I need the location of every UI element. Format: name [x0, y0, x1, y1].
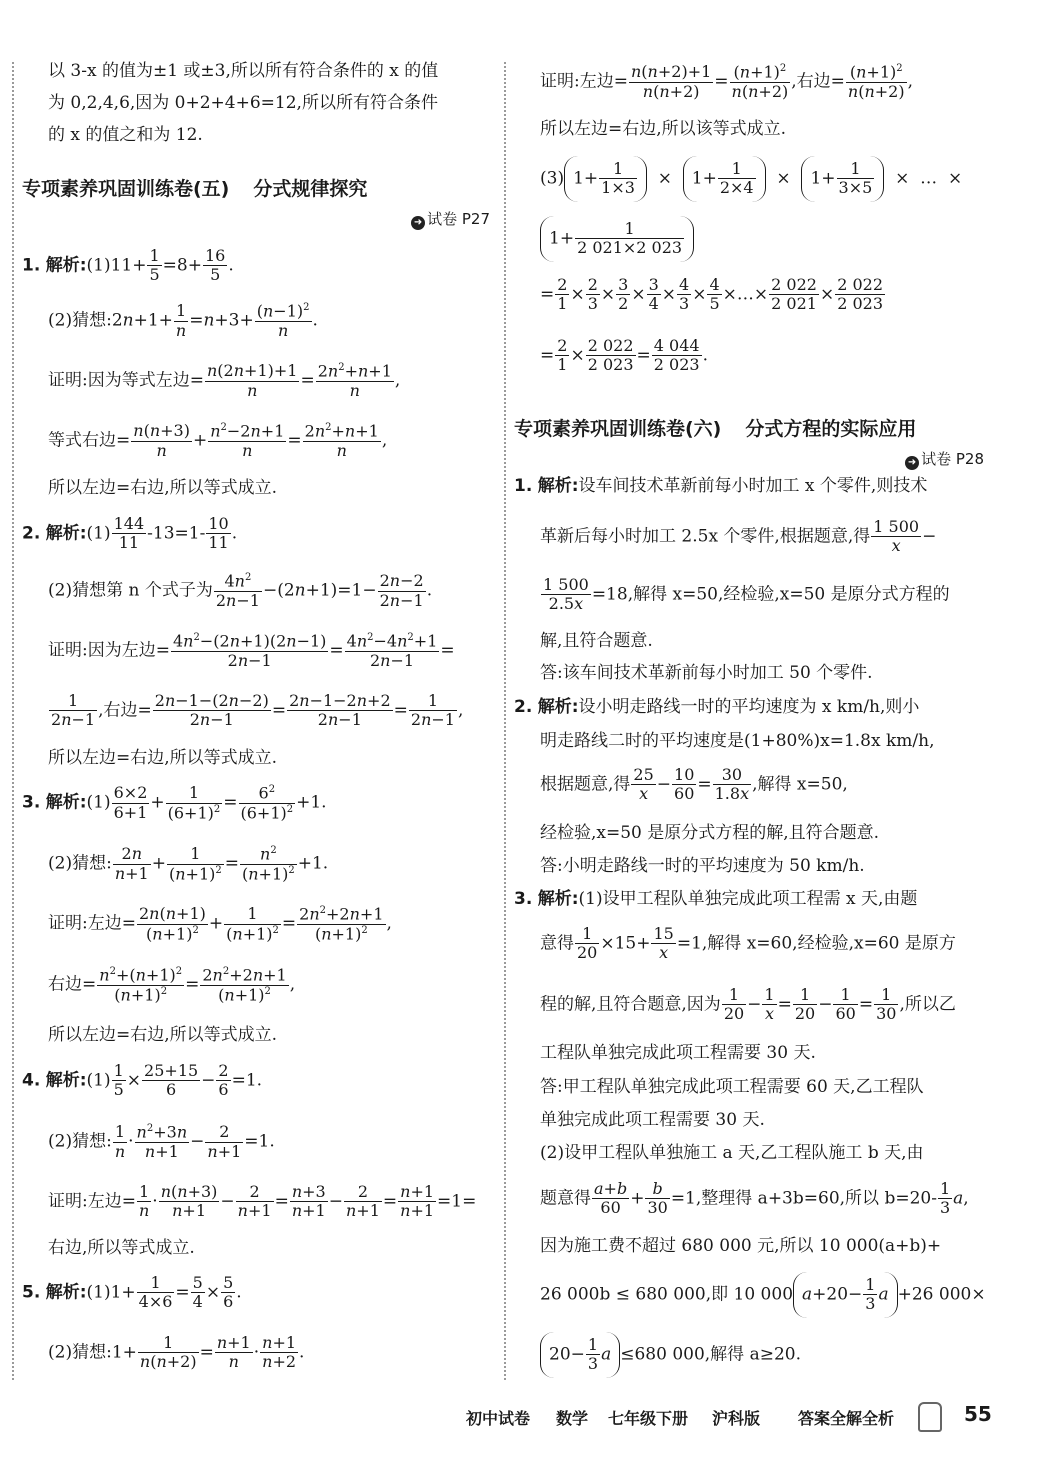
q5-proof: 证明:左边= $\frac{n(n+2)+1}{n(n+2)}$ = $\frac{(n+1)^2}{n(n+2)}$ ,右边= $\frac{(n+1)^2}{n(n+2)}$ , — [540, 62, 913, 101]
footer-edition: 沪科版 — [712, 1409, 761, 1428]
q2-conclusion: 所以左边=右边,所以等式成立. — [48, 748, 278, 768]
mascot-icon — [918, 1402, 942, 1432]
q5-part3-d: = $\frac{2}{1}$ × $\frac{2 022}{2 023}$ = $\frac{4 044}{2 023}$ . — [540, 336, 708, 375]
footer-tagline: 答案全解全析 — [798, 1409, 895, 1428]
q5-part3-c: = $\frac{2}{1}$ × $\frac{2}{3}$ × $\frac{3}{2}$ × $\frac{3}{4}$ × $\frac{4}{3}$ × $\frac{4}{5}$ ×…× $\frac{2 022}{2 021}$ × $\frac{2 022}{2 023}$ — [540, 275, 883, 314]
q2-guess: (2)猜想第 n 个式子为 $\frac{4n^2}{2n-1}$ −(2n+1)=1− $\frac{2n-2}{2n-1}$ . — [48, 571, 433, 610]
q3-proof: 证明:左边= $\frac{2n(n+1)}{(n+1)^2}$ + $\frac{1}{(n+1)^2}$ = $\frac{2n^2+2n+1}{(n+1)^2}$ , — [48, 904, 392, 944]
arrow-icon: ➜ — [905, 456, 919, 470]
section-heading-6: 专项素养巩固训练卷(六) 分式方程的实际应用 — [514, 418, 917, 440]
left-margin-rule — [12, 62, 14, 1380]
answer-3-line: 意得 $\frac{1}{20}$ ×15+ $\frac{15}{x}$ =1,解得 x=60,经检验,x=60 是原方 — [540, 924, 956, 963]
answer-2-line: 经检验,x=50 是原分式方程的解,且符合题意. — [540, 823, 880, 843]
continued-line: 以 3-x 的值为±1 或±3,所以所有符合条件的 x 的值 — [48, 61, 439, 81]
q1-proof: 证明:因为等式左边= $\frac{n(2n+1)+1}{n}$ = $\frac{2n^2+n+1}{n}$ , — [48, 361, 401, 400]
answer-3-part2: 因为施工费不超过 680 000 元,所以 10 000(a+b)+ — [540, 1236, 942, 1256]
q5-part3-b: 1+ $\frac{1}{2 021\times 2 023}$ — [514, 216, 694, 262]
answer-3-part2: 题意得 $\frac{a+b}{60}$ + $\frac{b}{30}$ =1,整理得 a+3b=60,所以 b=20- $\frac{1}{3}$ a, — [540, 1179, 969, 1218]
answer-1-line: 革新后每小时加工 2.5x 个零件,根据题意,得 $\frac{1 500}{x}$ − — [540, 517, 937, 556]
answer-2-answer: 答:小明走路线一时的平均速度为 50 km/h. — [540, 856, 865, 876]
answer-2-line: 明走路线二时的平均速度是(1+80%)x=1.8x km/h, — [540, 731, 935, 751]
question-5: 5. 解析:(1)1+ $\frac{1}{4\times 6}$ = $\frac{5}{4}$ × $\frac{5}{6}$ . — [22, 1273, 242, 1312]
q3-conclusion: 所以左边=右边,所以等式成立. — [48, 1025, 278, 1045]
answer-3-line: 工程队单独完成此项工程需要 30 天. — [540, 1043, 816, 1063]
q4-conclusion: 右边,所以等式成立. — [48, 1238, 195, 1258]
footer-subject: 数学 — [556, 1409, 589, 1428]
answer-1: 1. 解析:设车间技术革新前每小时加工 x 个零件,则技术 — [514, 476, 928, 496]
question-1: 1. 解析:(1)11+ $\frac{1}{5}$ =8+ $\frac{16}{5}$ . — [22, 246, 234, 285]
q5-conclusion: 所以左边=右边,所以该等式成立. — [540, 119, 787, 139]
answer-3-part2: (2)设甲工程队单独施工 a 天,乙工程队施工 b 天,由 — [540, 1143, 924, 1163]
answer-2-line: 根据题意,得 $\frac{25}{x}$ − $\frac{10}{60}$ = $\frac{30}{1.8x}$ ,解得 x=50, — [540, 765, 848, 804]
question-4: 4. 解析:(1) $\frac{1}{5}$ × $\frac{25+15}{6}$ − $\frac{2}{6}$ =1. — [22, 1061, 263, 1100]
q4-guess: (2)猜想: $\frac{1}{n}$ · $\frac{n^2+3n}{n+1}$ − $\frac{2}{n+1}$ =1. — [48, 1122, 275, 1161]
continued-line: 为 0,2,4,6,因为 0+2+4+6=12,所以所有符合条件 — [48, 93, 438, 113]
section-heading-5: 专项素养巩固训练卷(五) 分式规律探究 — [22, 178, 368, 200]
answer-1-line: 解,且符合题意. — [540, 631, 653, 651]
answer-3-part2: 20− $\frac{1}{3}$ a ≤680 000,解得 a≥20. — [514, 1332, 801, 1378]
paper-reference: ➜ 试卷 P28 — [905, 448, 984, 470]
footer-series: 初中试卷 — [466, 1409, 531, 1428]
answer-3-answer: 答:甲工程队单独完成此项工程需要 60 天,乙工程队 — [540, 1077, 924, 1097]
footer-grade: 七年级下册 — [608, 1409, 689, 1428]
continued-line: 的 x 的值之和为 12. — [48, 125, 203, 145]
answer-3: 3. 解析:(1)设甲工程队单独完成此项工程需 x 天,由题 — [514, 889, 918, 909]
q1-proof-right: 等式右边= $\frac{n(n+3)}{n}$ + $\frac{n^2-2n+1}{n}$ = $\frac{2n^2+n+1}{n}$ , — [48, 421, 388, 460]
q2-proof-right: $\frac{1}{2n-1}$ ,右边= $\frac{2n-1-(2n-2)}{2n-1}$ = $\frac{2n-1-2n+2}{2n-1}$ = $\frac{1}{2n-1}$ , — [51, 691, 464, 730]
q3-proof-right: 右边= $\frac{n^2+(n+1)^2}{(n+1)^2}$ = $\frac{2n^2+2n+1}{(n+1)^2}$ , — [48, 965, 296, 1005]
q3-guess: (2)猜想: $\frac{2n}{n+1}$ + $\frac{1}{(n+1)^2}$ = $\frac{n^2}{(n+1)^2}$ +1. — [48, 844, 329, 884]
paper-reference: ➜ 试卷 P27 — [411, 208, 490, 230]
answer-1-answer: 答:该车间技术革新前每小时加工 50 个零件. — [540, 663, 873, 683]
answer-2: 2. 解析:设小明走路线一时的平均速度为 x km/h,则小 — [514, 697, 920, 717]
page-number: 55 — [964, 1402, 992, 1426]
answer-3-answer: 单独完成此项工程需要 30 天. — [540, 1110, 765, 1130]
q4-proof: 证明:左边= $\frac{1}{n}$ · $\frac{n(n+3)}{n+1}$ − $\frac{2}{n+1}$ = $\frac{n+3}{n+1}$ − $\frac{2}{n+1}$ = $\frac{n+1}{n+1}$ =1= — [48, 1182, 477, 1221]
q5-part3: (3) 1+ $\frac{1}{1\times 3}$ × 1+ $\frac{1}{2\times 4}$ × 1+ $\frac{1}{3\times 5}$ × … × — [514, 156, 962, 202]
arrow-icon: ➜ — [411, 216, 425, 230]
q1-conclusion: 所以左边=右边,所以等式成立. — [48, 478, 278, 498]
question-3: 3. 解析:(1) $\frac{6\times 2}{6+1}$ + $\frac{1}{(6+1)^2}$ = $\frac{6^2}{(6+1)^2}$ +1. — [22, 783, 327, 823]
page-footer — [466, 1402, 1006, 1432]
answer-3-line: 程的解,且符合题意,因为 $\frac{1}{20}$ − $\frac{1}{x}$ = $\frac{1}{20}$ − $\frac{1}{60}$ = $\frac{1}{30}$ ,所以乙 — [540, 985, 956, 1024]
answer-3-part2: 26 000b ≤ 680 000,即 10 000 a+20− $\frac{1}{3}$ a +26 000× — [514, 1272, 986, 1318]
column-divider — [504, 62, 506, 1380]
q5-guess: (2)猜想:1+ $\frac{1}{n(n+2)}$ = $\frac{n+1}{n}$ · $\frac{n+1}{n+2}$ . — [48, 1333, 305, 1372]
q2-proof: 证明:因为左边= $\frac{4n^2-(2n+1)(2n-1)}{2n-1}$ = $\frac{4n^2-4n^2+1}{2n-1}$ = — [48, 631, 455, 670]
answer-1-line: $\frac{1 500}{2.5x}$ =18,解得 x=50,经检验,x=50 是原分式方程的 — [543, 575, 950, 614]
q1-guess: (2)猜想:2n+1+ $\frac{1}{n}$ =n+3+ $\frac{(n-1)^2}{n}$ . — [48, 301, 318, 340]
question-2: 2. 解析:(1) $\frac{144}{11}$ -13=1- $\frac{10}{11}$ . — [22, 514, 238, 553]
